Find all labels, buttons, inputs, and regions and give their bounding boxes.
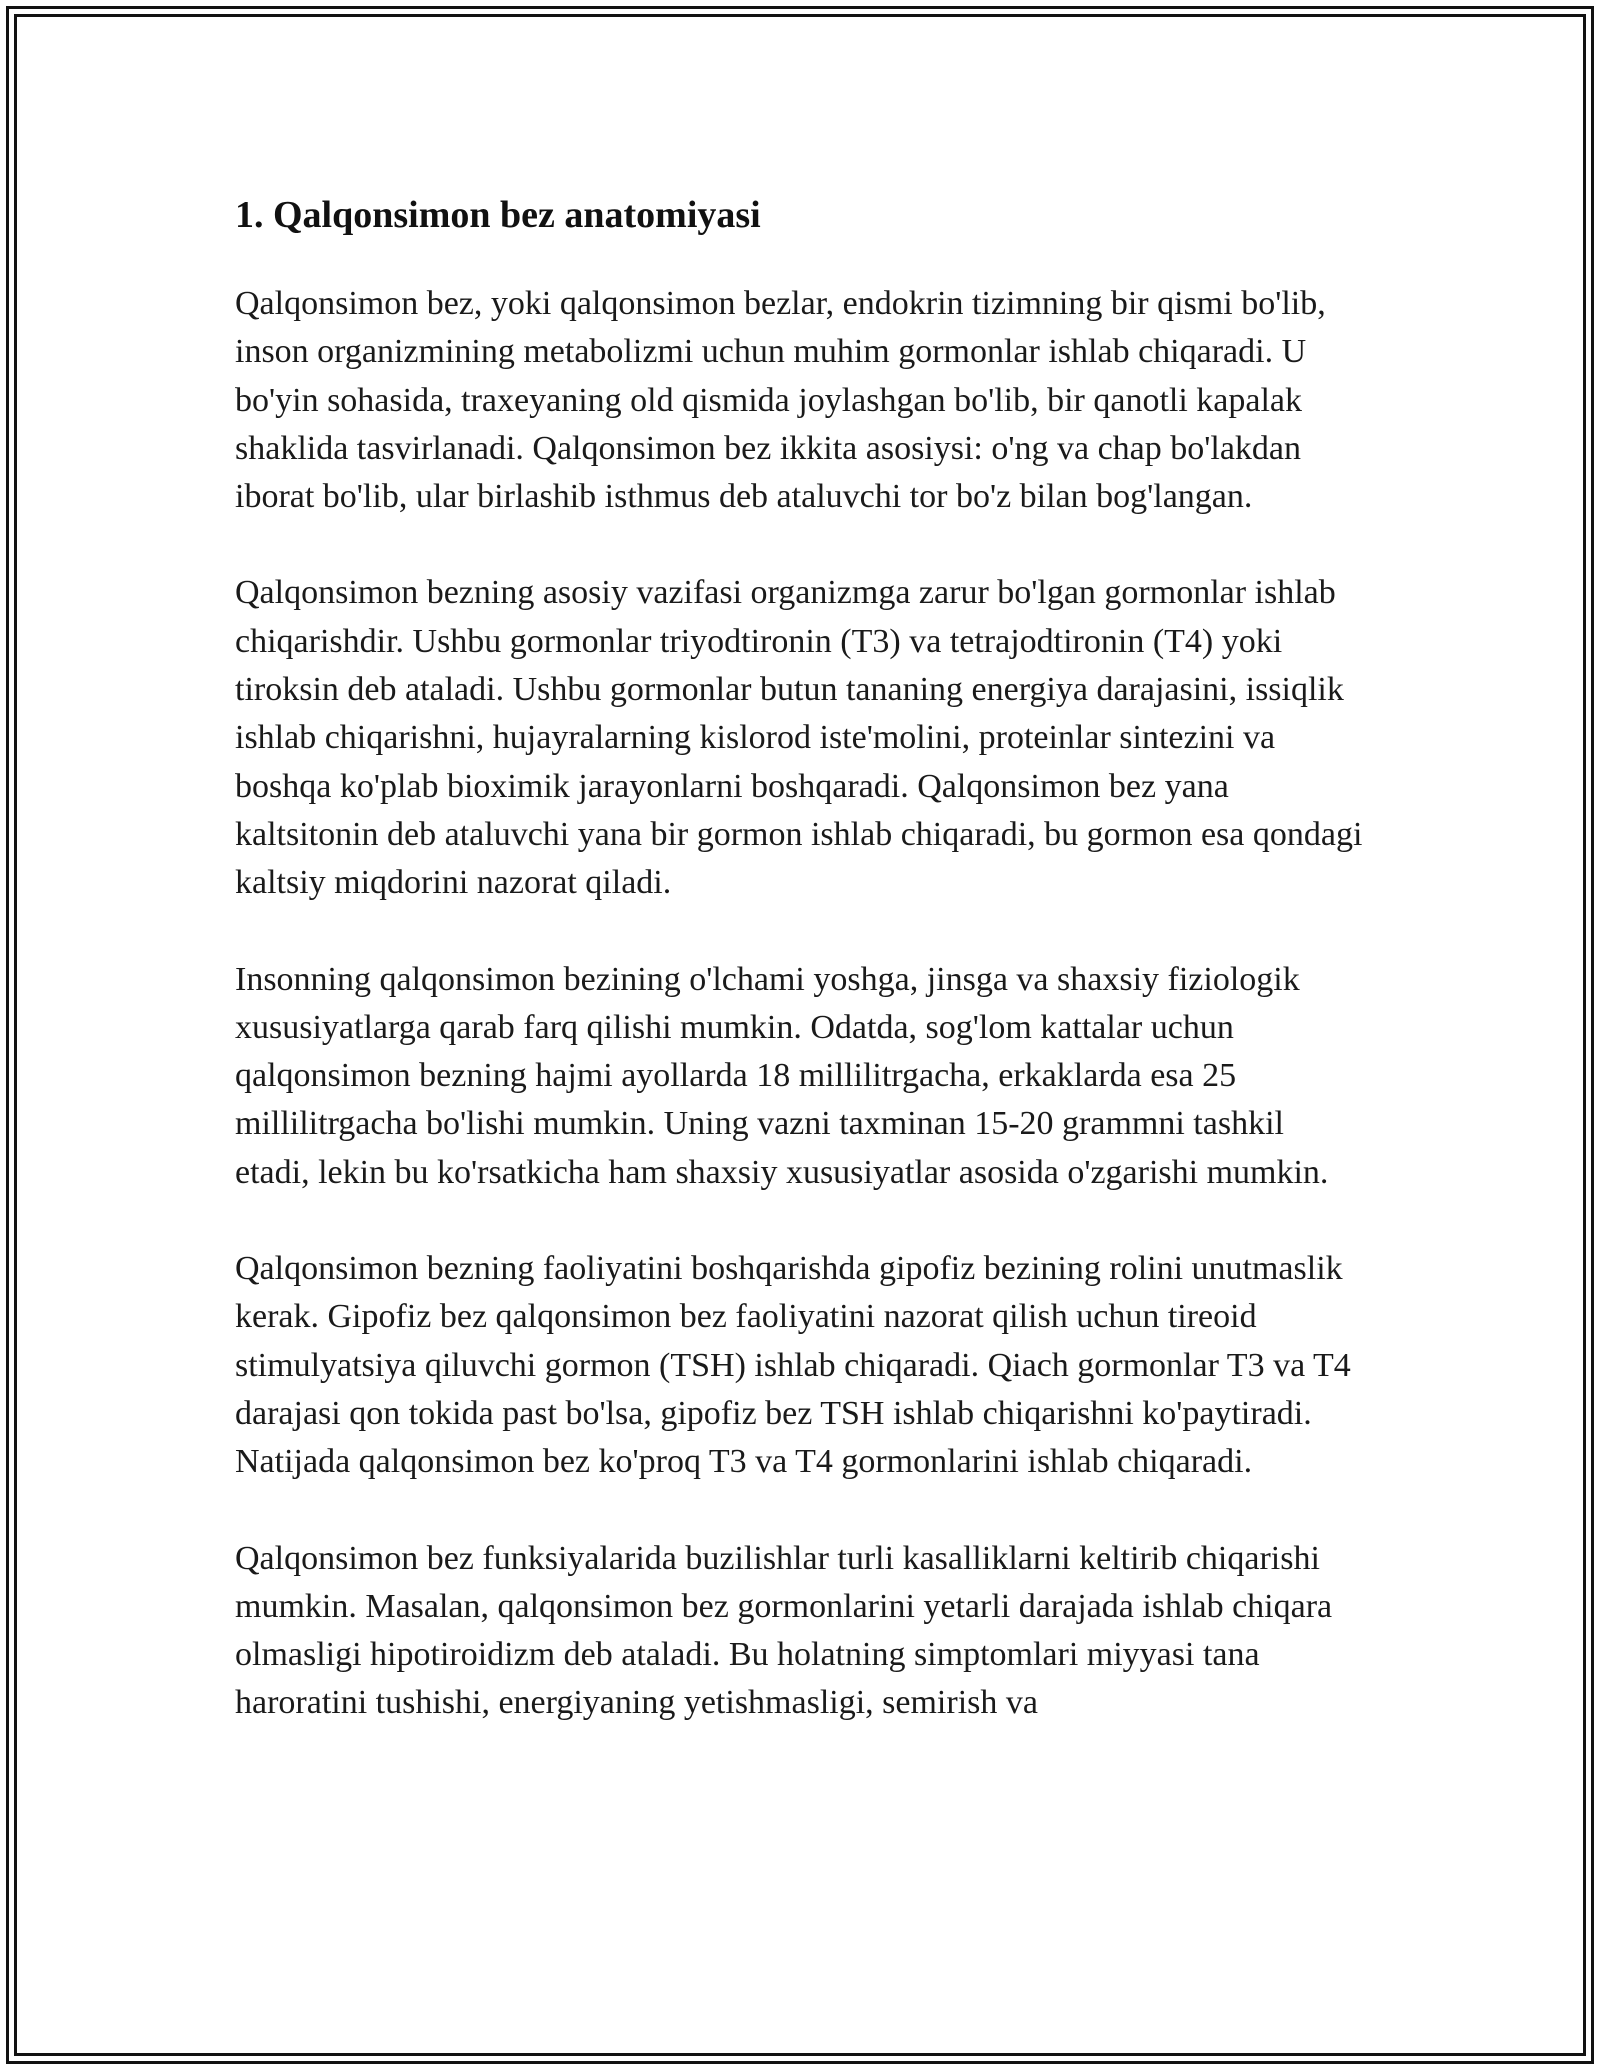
paragraph-pituitary-control: Qalqonsimon bezning faoliyatini boshqarishda gipofiz bezining rolini unutmaslik kerak. Gipofiz bez qalqonsimon bez faoliyatini nazorat qilish uchun tireoid stimulyatsiya qiluvchi gormon (TSH) ishlab chiqaradi. Qiach gormonlar T3 va T4 darajasi qon tokida past bo'lsa, gipofiz bez TSH ishlab chiqarishni ko'paytiradi. Natijada qalqonsimon bez ko'proq T3 va T4 gormonlarini ishlab chiqaradi.	[235, 1250, 1351, 1481]
paragraph-gland-size: Insonning qalqonsimon bezining o'lchami yoshga, jinsga va shaxsiy fiziologik xususiyatlarga qarab farq qilishi mumkin. Odatda, sog'lom kattalar uchun qalqonsimon bezning hajmi ayollarda 18 millilitrgacha, erkaklarda esa 25 millilitrgacha bo'lishi mumkin. Uning vazni taxminan 15-20 grammni tashkil etadi, lekin bu ko'rsatkicha ham shaxsiy xususiyatlar asosida o'zgarishi mumkin.	[235, 960, 1329, 1191]
paragraph-disorders: Qalqonsimon bez funksiyalarida buzilishlar turli kasalliklarni keltirib chiqarishi mumkin. Masalan, qalqonsimon bez gormonlarini yetarli darajada ishlab chiqara olmasligi hipotiroidizm deb ataladi. Bu holatning simptomlari miyyasi tana haroratini tushishi, energiyaning yetishmasligi, semirish va	[235, 1539, 1333, 1722]
document-page	[235, 180, 1365, 1776]
paragraph-hormone-function: Qalqonsimon bezning asosiy vazifasi organizmga zarur bo'lgan gormonlar ishlab chiqarishdir. Ushbu gormonlar triyodtironin (T3) va tetrajodtironin (T4) yoki tiroksin deb ataladi. Ushbu gormonlar butun tananing energiya darajasini, issiqlik ishlab chiqarishni, hujayralarning kislorod iste'molini, proteinlar sintezini va boshqa ko'plab bioximik jarayonlarni boshqaradi. Qalqonsimon bez yana kaltsitonin deb ataluvchi yana bir gormon ishlab chiqaradi, bu gormon esa qondagi kaltsiy miqdorini nazorat qiladi.	[235, 574, 1363, 902]
section-heading: 1. Qalqonsimon bez anatomiyasi	[235, 194, 761, 236]
paragraph-anatomy-intro: Qalqonsimon bez, yoki qalqonsimon bezlar, endokrin tizimning bir qismi bo'lib, inson organizmining metabolizmi uchun muhim gormonlar ishlab chiqaradi. U bo'yin sohasida, traxeyaning old qismida joylashgan bo'lib, bir qanotli kapalak shaklida tasvirlanadi. Qalqonsimon bez ikkita asosiysi: o'ng va chap bo'lakdan iborat bo'lib, ular birlashib isthmus deb ataluvchi tor bo'z bilan bog'langan.	[235, 285, 1326, 516]
